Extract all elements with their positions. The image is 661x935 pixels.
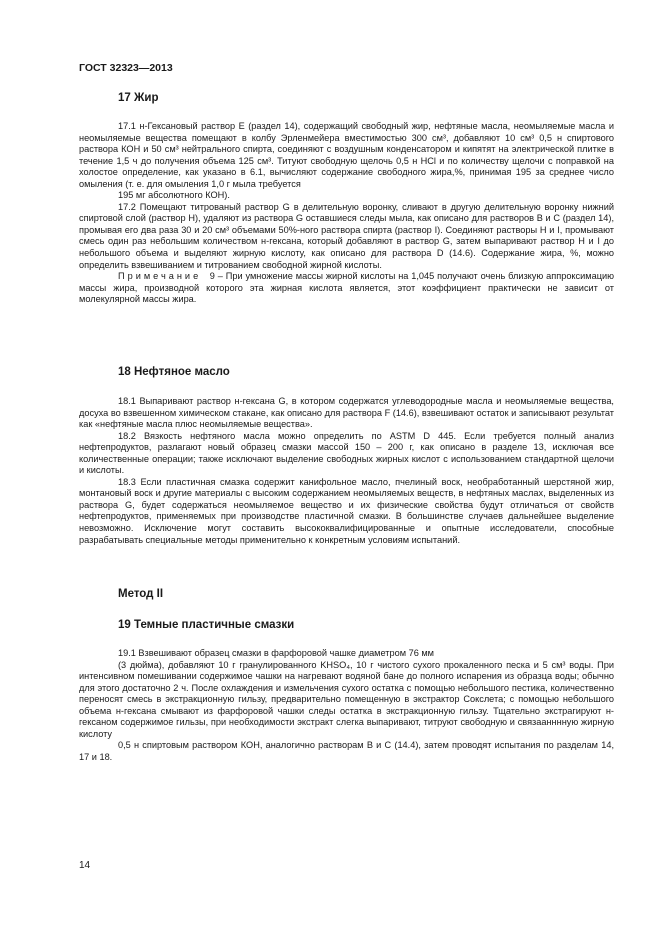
note-label: Примечание — [118, 271, 202, 282]
document-header: ГОСТ 32323—2013 — [79, 62, 173, 74]
paragraph-18-1: 18.1 Выпаривают раствор н-гексана G, в котором содержатся углеводородные масла и неомыляемые вещества, досуха во взвешенном химическом стакане, как описано для раствора F (14.6), взвешивают остаток и записывают результат как «нефтяные масла плюс неомыляемые вещества». — [79, 396, 614, 430]
paragraph-18-2: 18.2 Вязкость нефтяного масла можно определить по ASTM D 445. Если требуется полный анализ нефтепродуктов, разлагают новый образец смазки массой 150 – 200 г, как описано в разделе 13, исключая все количественные операции; также исключают выделение свободных жирных кислот с использованием стандартной щелочи и кислоты. — [79, 430, 614, 476]
section-19-body — [79, 648, 614, 763]
section-18-body — [79, 396, 614, 546]
paragraph-17-2: 17.2 Помещают титрованый раствор G в делительную воронку, сливают в другую делительную воронку нижний спиртовой слой (раствор Н), удаляют из раствора G оставшиеся следы мыла, как описано для растворов В и С (раздел 14), промывая его два раза 30 и 20 см³ объемами 50%-ного раствора спирта (раствор I). Соединяют растворы Н и I, промывают смесь один раз небольшим количеством н-гексана, который добавляют в раствор G, затем выпаривают раствор Н и I до небольшого объема и выделяют жирную кислоту, как описано для раствора D (14.6). Содержание жира, %, можно определить взвешиванием и титрованием свободной жирной кислоты. — [79, 201, 614, 270]
paragraph-19-1-start: 19.1 Взвешивают образец смазки в фарфоровой чашке диаметром 76 мм — [118, 648, 435, 658]
paragraph-19-1 — [79, 660, 614, 741]
page-number: 14 — [79, 860, 91, 871]
paragraph-17-1: 17.1 н-Гексановый раствор Е (раздел 14), содержащий свободный жир, нефтяные масла, неомыляемые масла и неомыляемые вещества помещают в колбу Эрленмейера вместимостью 300 см³, добавляют 10 см³ 0,5 н спиртового раствора КОН и 50 см³ нейтрального спирта, соединяют с воздушным конденсатором и кипятят на электрической плитке в течение 1,5 ч до получения объема 125 см³. Титуют свободную щелочь 0,5 н HCl и по количеству щелочи с поправкой на холостое определение, как указано в 6.1, вычисляют содержание свободного жира,%, принимая 195 за среднее число омыления (т. е. для омыления 1,0 г мыла требуется — [79, 121, 614, 189]
paragraph-17-1-end: 195 мг абсолютного КОН). — [118, 190, 230, 201]
section-18-title: 18 Нефтяное масло — [118, 366, 230, 378]
note-text: – При умножение массы жирной кислоты на 1,045 получают очень близкую аппроксимацию массы жира, производной которого эта жирная кислота является, этот коэффициент практически не зависит от молекулярной массы жира. — [79, 271, 614, 305]
section-17-title: 17 Жир — [118, 92, 159, 104]
paragraph-19-1-body: (3 дюйма), добавляют 10 г гранулированного KHSO₄, 10 г чистого сухого прокаленного песка и 5 см³ воды. При интенсивном помешивании содержимое чашки на нагревают водяной бане до полного испарения из образца воды; обычно для этого достаточно 2 ч. После охлаждения и измельчения сухого остатка с помощью небольшого пестика, количественно переносят смесь в экстракционную гильзу, предварительно помещенную в экстрактор Сокслета; с помощью небольшого объема н-гексана смывают из фарфоровой чашки следы остатка в экстракционную гильзу. Тщательно экстрагируют н-гексаном содержимое гильзы, при необходимости экстракт слегка выпаривают, титруют свободную и связаанннную жирную кислоту — [79, 659, 614, 739]
note-number: 9 — [209, 271, 215, 282]
paragraph-18-3: 18.3 Если пластичная смазка содержит канифольное масло, пчелиный воск, необработанный шерстяной жир, монтановый воск и другие материалы с высоким содержанием неомыляемых веществ, в нефтяных маслах, выделенных из раствора G, будет содержаться неомыляемое вещество и их физические свойства будут отличаться от свойств нефтепродуктов, применяемых при производстве пластичной смазки. В большинстве случаев дальнейшее выделение невозможно. Исключение могут составить высококвалифицированные и опытные исследователи, способные разрабатывать специальные методы применительно к конкретным условиям испытаний. — [79, 476, 614, 545]
section-19-title: 19 Темные пластичные смазки — [118, 619, 295, 631]
section-17-body — [79, 121, 614, 306]
method-title: Метод II — [118, 588, 164, 600]
note-9 — [79, 271, 614, 306]
paragraph-19-2: 0,5 н спиртовым раствором КОН, аналогично растворам В и С (14.4), затем проводят испытания по разделам 14, 17 и 18. — [79, 740, 614, 762]
